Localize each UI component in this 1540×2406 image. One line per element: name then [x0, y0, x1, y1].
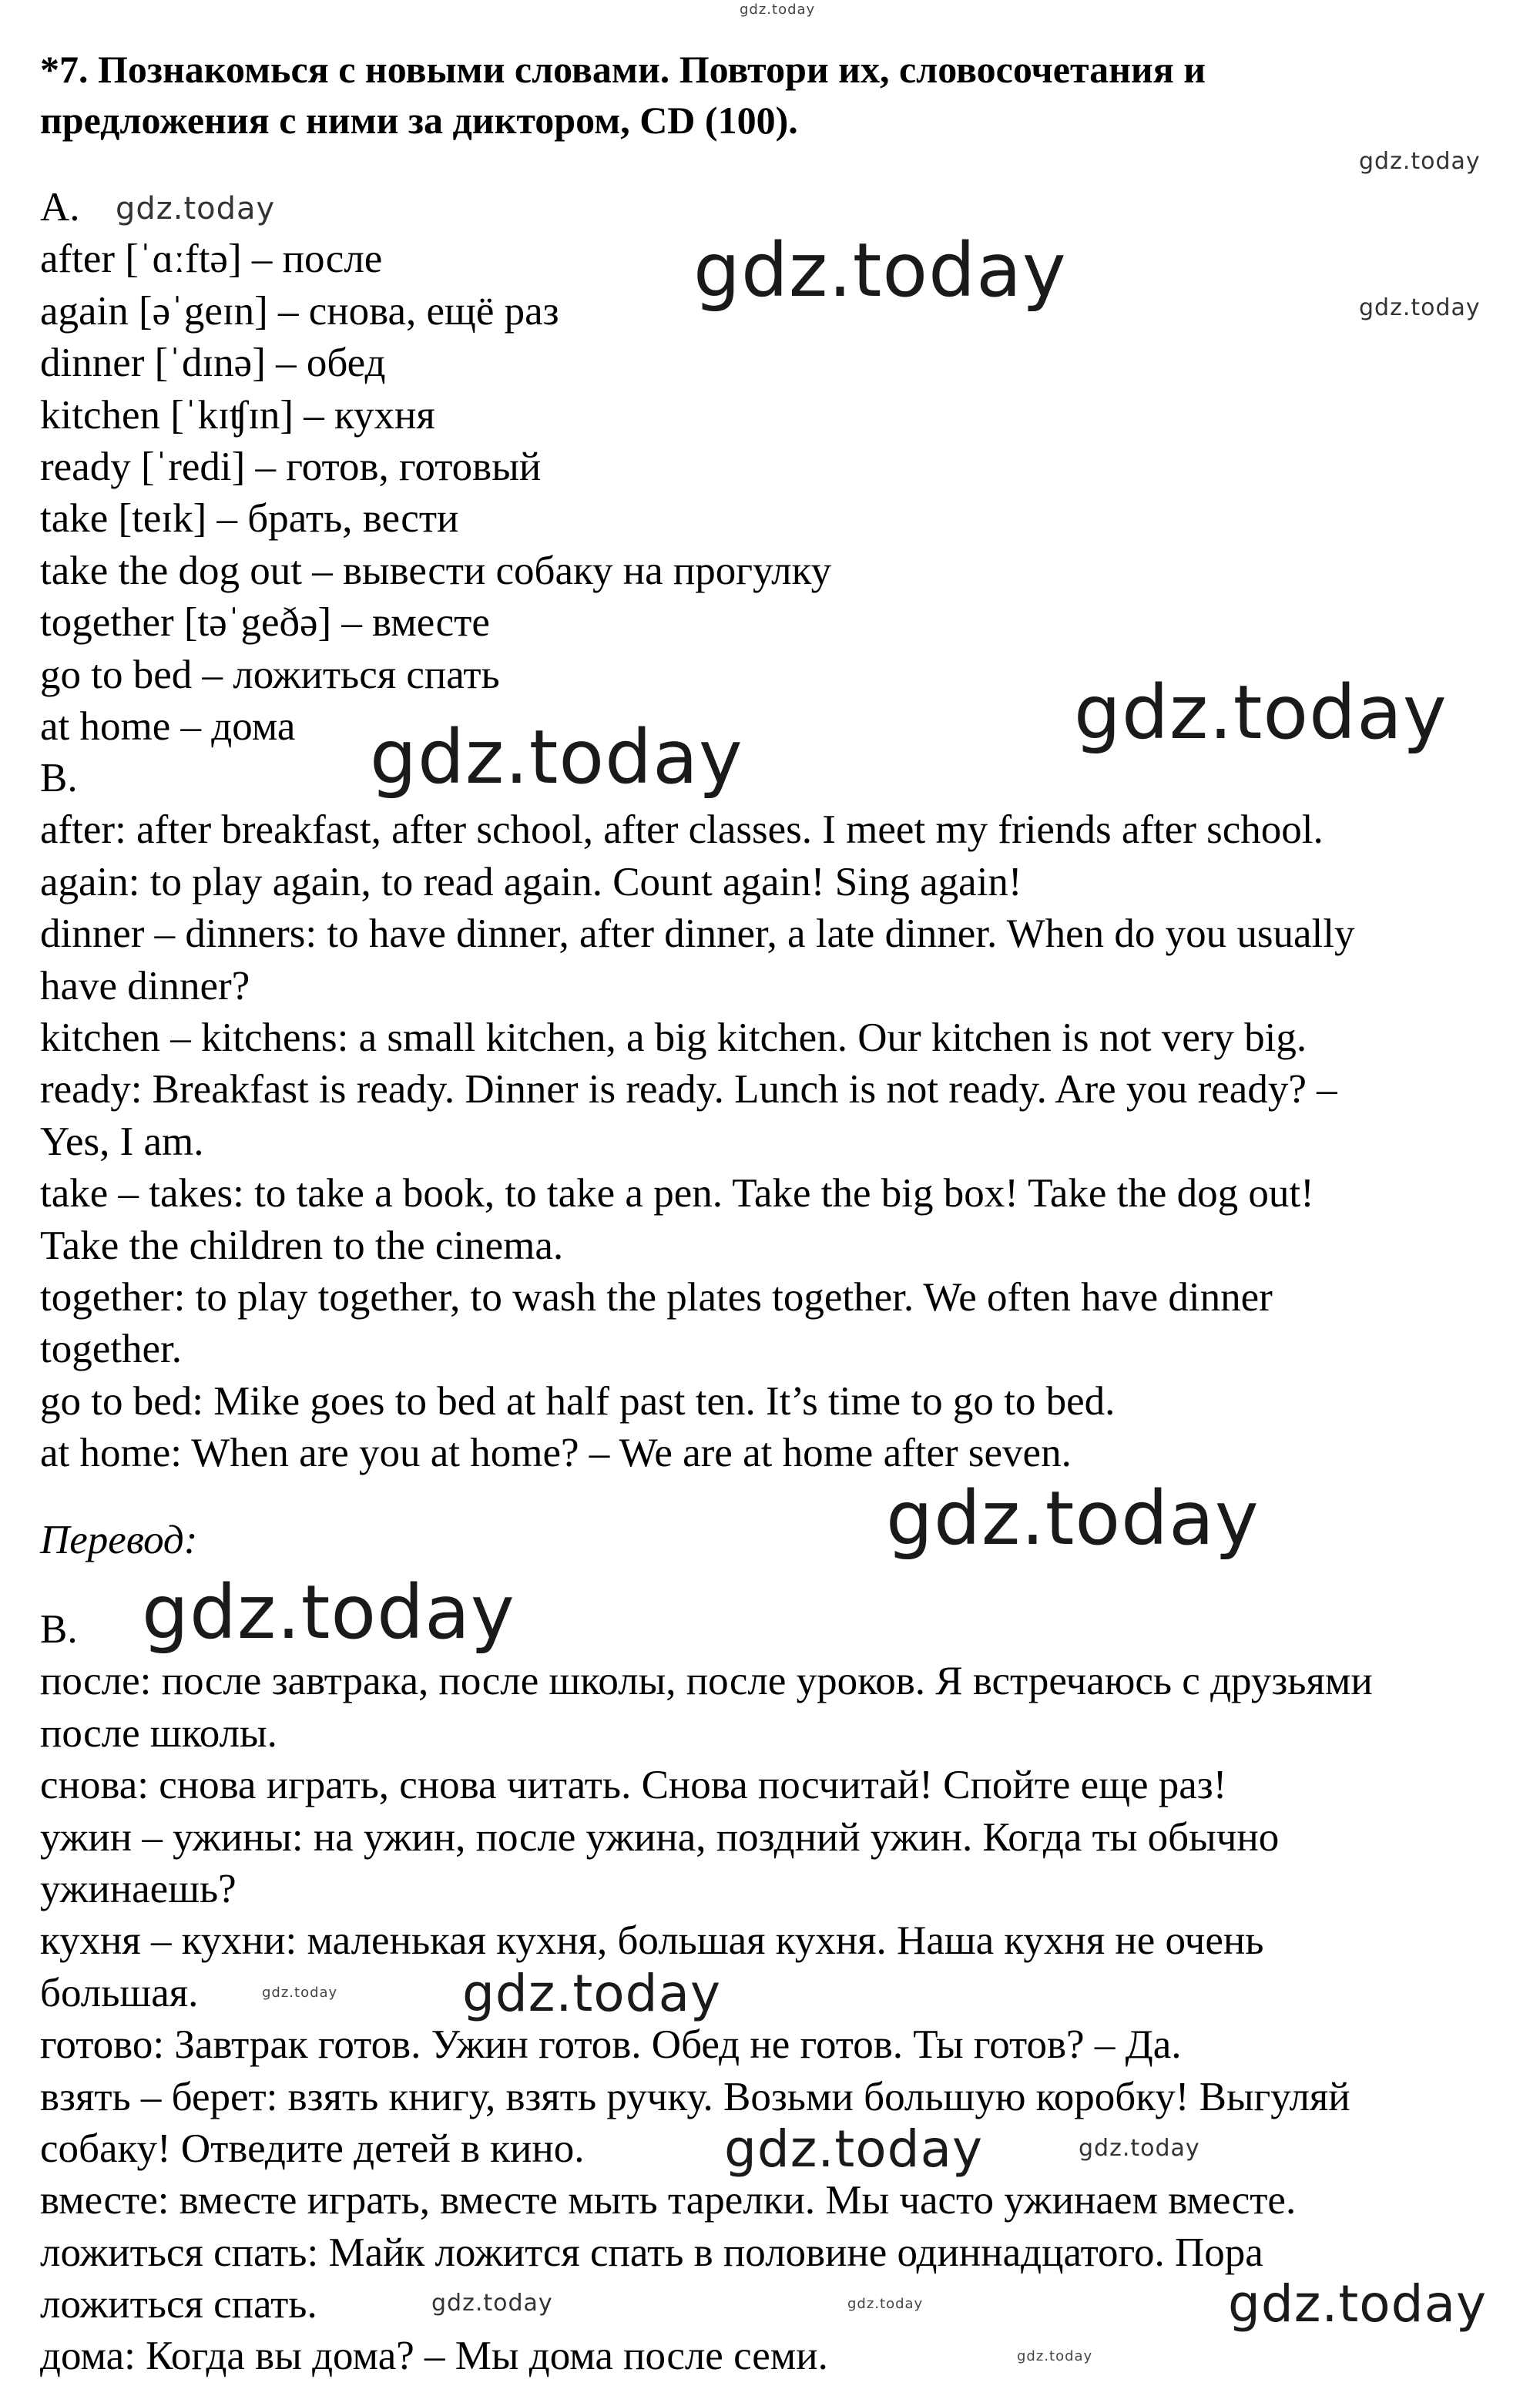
example-line: Yes, I am.	[40, 1119, 204, 1164]
example-line: together.	[40, 1327, 182, 1372]
watermark: gdz.today	[262, 1985, 338, 2001]
vocab-item: dinner [ˈdɪnə] – обед	[40, 341, 386, 386]
title-line-1: *7. Познакомься с новыми словами. Повтори их, словосочетания и	[40, 48, 1206, 91]
example-line: dinner – dinners: to have dinner, after dinner, a late dinner. When do you usually	[40, 911, 1355, 957]
watermark: gdz.today	[693, 227, 1067, 314]
example-line: again: to play again, to read again. Count again! Sing again!	[40, 859, 1022, 904]
watermark: gdz.today	[886, 1475, 1260, 1562]
section-b-label: B.	[40, 756, 78, 800]
example-line: go to bed: Mike goes to bed at half past ten. It’s time to go to bed.	[40, 1378, 1116, 1424]
vocab-item: together [təˈgeðə] – вместе	[40, 600, 490, 646]
translation-heading: Перевод:	[40, 1518, 198, 1562]
example-line: Take the children to the cinema.	[40, 1223, 564, 1268]
example-line: kitchen – kitchens: a small kitchen, a big kitchen. Our kitchen is not very big.	[40, 1015, 1307, 1060]
watermark: gdz.today	[1017, 2348, 1093, 2364]
example-line: together: to play together, to wash the plates together. We often have dinner	[40, 1274, 1273, 1320]
watermark: gdz.today	[740, 2, 816, 18]
section-b	[40, 753, 1354, 1479]
example-line: have dinner?	[40, 963, 250, 1008]
watermark: gdz.today	[431, 2290, 553, 2317]
vocab-item: after [ˈɑːftə] – после	[40, 237, 383, 282]
vocab-item: take the dog out – вывести собаку на прогулку	[40, 548, 832, 593]
watermark: gdz.today	[370, 714, 743, 800]
watermark: gdz.today	[1228, 2274, 1488, 2334]
title-line-2: предложения с ними за диктором, CD (100).	[40, 99, 798, 142]
translation-line: ужин – ужины: на ужин, после ужина, поздний ужин. Когда ты обычно	[40, 1814, 1280, 1860]
translation-line: большая.	[40, 1970, 199, 2015]
watermark: gdz.today	[1359, 148, 1481, 175]
translation-label: B.	[40, 1607, 78, 1652]
vocab-item: go to bed – ложиться спать	[40, 652, 500, 697]
translation-line: после: после завтрака, после школы, после уроков. Я встречаюсь с друзьями	[40, 1659, 1373, 1704]
watermark: gdz.today	[142, 1569, 515, 1656]
translation-line: ужинаешь?	[40, 1866, 237, 1911]
vocab-item: again [əˈgeɪn] – снова, ещё раз	[40, 288, 559, 334]
translation-line: вместе: вместе играть, вместе мыть тарелки. Мы часто ужинаем вместе.	[40, 2178, 1297, 2223]
exercise-title	[40, 44, 1206, 146]
vocab-item: ready [ˈredi] – готов, готовый	[40, 444, 542, 489]
watermark: gdz.today	[1079, 2135, 1200, 2162]
vocab-item: kitchen [ˈkɪʧɪn] – кухня	[40, 392, 435, 438]
translation-line: дома: Когда вы дома? – Мы дома после семи.	[40, 2334, 828, 2379]
translation-line: кухня – кухни: маленькая кухня, большая кухня. Наша кухня не очень	[40, 1918, 1264, 1964]
watermark: gdz.today	[1074, 669, 1448, 756]
example-line: ready: Breakfast is ready. Dinner is ready. Lunch is not ready. Are you ready? –	[40, 1067, 1337, 1112]
example-line: after: after breakfast, after school, after classes. I meet my friends after school.	[40, 807, 1324, 853]
section-a-label: A.	[40, 185, 80, 230]
watermark: gdz.today	[847, 2296, 924, 2312]
vocab-item: take [teɪk] – брать, вести	[40, 496, 459, 542]
watermark: gdz.today	[462, 1964, 722, 2023]
translation-line: готово: Завтрак готов. Ужин готов. Обед не готов. Ты готов? – Да.	[40, 2022, 1182, 2068]
translation-line: собаку! Отведите детей в кино.	[40, 2126, 585, 2171]
translation-line: взять – берет: взять книгу, взять ручку. Возьми большую коробку! Выгуляй	[40, 2074, 1350, 2119]
translation-line: ложиться спать: Майк ложится спать в половине одиннадцатого. Пора	[40, 2230, 1263, 2275]
example-line: at home: When are you at home? – We are at home after seven.	[40, 1431, 1072, 1476]
translation-line: снова: снова играть, снова читать. Снова посчитай! Спойте еще раз!	[40, 1763, 1227, 1808]
translation-line: ложиться спать.	[40, 2282, 317, 2327]
watermark: gdz.today	[116, 191, 276, 227]
watermark: gdz.today	[1359, 294, 1481, 321]
translation-line: после школы.	[40, 1710, 277, 1756]
watermark: gdz.today	[724, 2119, 984, 2179]
vocab-item: at home – дома	[40, 703, 296, 749]
example-line: take – takes: to take a book, to take a pen. Take the big box! Take the dog out!	[40, 1171, 1314, 1216]
